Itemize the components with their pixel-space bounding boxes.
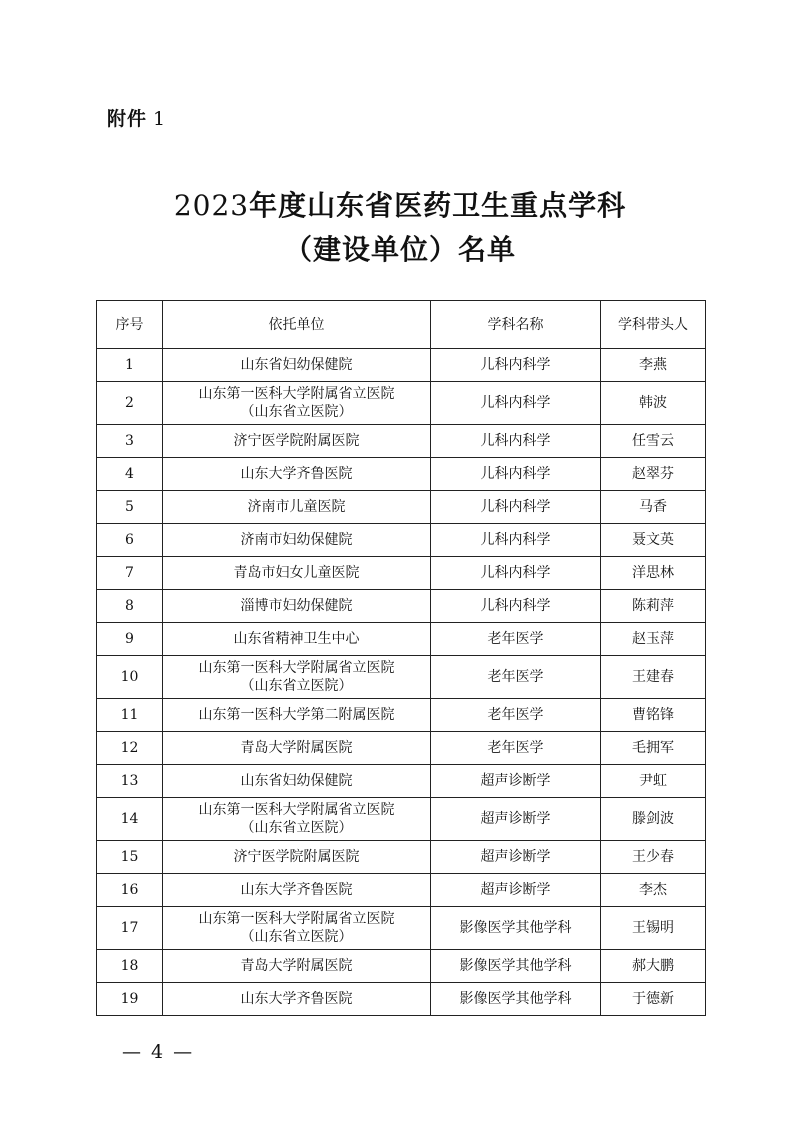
table-row [97,765,706,798]
cell-unit-line: 山东大学齐鲁医院 [240,882,353,898]
cell-leader: 曹铭锋 [601,699,706,732]
table-row [97,623,706,656]
cell-unit [163,382,431,425]
table-row [97,425,706,458]
cell-unit-line: 淄博市妇幼保健院 [240,598,353,614]
cell-unit-line: 山东省精神卫生中心 [233,631,360,647]
cell-unit [163,907,431,950]
cell-unit [163,950,431,983]
header-unit: 依托单位 [163,301,431,349]
cell-unit-line: 山东第一医科大学附属省立医院 [198,660,395,676]
cell-subject: 儿科内科学 [431,458,601,491]
table-row [97,458,706,491]
cell-leader: 洋思林 [601,557,706,590]
cell-leader: 毛拥军 [601,732,706,765]
cell-unit [163,491,431,524]
cell-subject: 超声诊断学 [431,765,601,798]
cell-leader: 于德新 [601,983,706,1016]
table-row [97,699,706,732]
cell-serial: 15 [97,841,163,874]
cell-unit [163,699,431,732]
cell-subject: 超声诊断学 [431,841,601,874]
cell-unit-line: 青岛大学附属医院 [240,740,353,756]
header-serial: 序号 [97,301,163,349]
table-row [97,732,706,765]
cell-subject: 儿科内科学 [431,425,601,458]
cell-subject: 超声诊断学 [431,798,601,841]
cell-subject: 影像医学其他学科 [431,950,601,983]
cell-leader: 尹虹 [601,765,706,798]
table-header-row [97,301,706,349]
cell-unit [163,425,431,458]
cell-serial: 5 [97,491,163,524]
table-row [97,590,706,623]
cell-subject: 儿科内科学 [431,349,601,382]
table-row [97,656,706,699]
cell-unit-line: 山东大学齐鲁医院 [240,991,353,1007]
cell-unit [163,524,431,557]
cell-unit [163,590,431,623]
cell-subject: 超声诊断学 [431,874,601,907]
cell-unit [163,623,431,656]
cell-unit-line: （山东省立医院） [240,820,353,836]
cell-leader: 郝大鹏 [601,950,706,983]
table-row [97,874,706,907]
cell-serial: 19 [97,983,163,1016]
cell-serial: 2 [97,382,163,425]
cell-serial: 7 [97,557,163,590]
cell-serial: 14 [97,798,163,841]
header-subject: 学科名称 [431,301,601,349]
cell-leader: 赵玉萍 [601,623,706,656]
table-row [97,524,706,557]
cell-leader: 李杰 [601,874,706,907]
cell-unit [163,765,431,798]
cell-leader: 韩波 [601,382,706,425]
title-line1-text: 年度山东省医药卫生重点学科 [249,189,627,222]
table-row [97,557,706,590]
cell-serial: 16 [97,874,163,907]
table-row [97,907,706,950]
table-row [97,349,706,382]
cell-subject: 儿科内科学 [431,557,601,590]
cell-subject: 影像医学其他学科 [431,907,601,950]
cell-serial: 9 [97,623,163,656]
cell-unit [163,732,431,765]
cell-unit-line: 山东大学齐鲁医院 [240,466,353,482]
cell-serial: 3 [97,425,163,458]
table-row [97,841,706,874]
cell-leader: 聂文英 [601,524,706,557]
cell-unit [163,798,431,841]
cell-unit-line: 青岛大学附属医院 [240,958,353,974]
cell-serial: 1 [97,349,163,382]
attachment-label [107,104,166,131]
cell-serial: 13 [97,765,163,798]
cell-leader: 赵翠芬 [601,458,706,491]
document-title-line1 [0,184,800,224]
cell-serial: 12 [97,732,163,765]
cell-unit-line: 山东第一医科大学附属省立医院 [198,911,395,927]
cell-serial: 18 [97,950,163,983]
cell-unit [163,983,431,1016]
table-row [97,950,706,983]
cell-leader: 王建春 [601,656,706,699]
cell-unit-line: 山东第一医科大学附属省立医院 [198,802,395,818]
cell-serial: 6 [97,524,163,557]
cell-unit-line: （山东省立医院） [240,929,353,945]
table-row [97,491,706,524]
document-title-line2: （建设单位）名单 [283,233,516,266]
cell-unit-line: 济南市妇幼保健院 [240,532,353,548]
cell-subject: 老年医学 [431,732,601,765]
cell-leader: 李燕 [601,349,706,382]
cell-subject: 老年医学 [431,699,601,732]
cell-unit-line: 山东省妇幼保健院 [240,773,353,789]
cell-unit [163,841,431,874]
cell-leader: 滕剑波 [601,798,706,841]
table-row [97,798,706,841]
cell-unit-line: 山东第一医科大学附属省立医院 [198,386,395,402]
cell-leader: 王锡明 [601,907,706,950]
cell-serial: 11 [97,699,163,732]
attachment-number: 1 [153,108,167,130]
cell-subject: 儿科内科学 [431,524,601,557]
cell-unit-line: 济宁医学院附属医院 [233,433,360,449]
title-year: 2023 [173,189,250,222]
cell-subject: 儿科内科学 [431,590,601,623]
cell-subject: 影像医学其他学科 [431,983,601,1016]
cell-unit [163,349,431,382]
table-body [97,349,706,1016]
cell-unit-line: 济南市儿童医院 [247,499,346,515]
cell-leader: 马香 [601,491,706,524]
cell-unit [163,557,431,590]
cell-subject: 老年医学 [431,623,601,656]
cell-subject: 儿科内科学 [431,382,601,425]
cell-serial: 10 [97,656,163,699]
cell-unit-line: （山东省立医院） [240,404,353,420]
table-row [97,983,706,1016]
cell-unit-line: 青岛市妇女儿童医院 [233,565,360,581]
cell-subject: 老年医学 [431,656,601,699]
attachment-text: 附件 [107,108,148,130]
cell-unit [163,874,431,907]
cell-serial: 4 [97,458,163,491]
cell-serial: 17 [97,907,163,950]
cell-unit-line: 山东省妇幼保健院 [240,357,353,373]
cell-leader: 陈莉萍 [601,590,706,623]
discipline-table [96,300,706,1016]
cell-unit-line: 山东第一医科大学第二附属医院 [198,707,395,723]
page-number: — 4 — [122,1041,195,1063]
cell-leader: 王少春 [601,841,706,874]
cell-unit [163,458,431,491]
header-leader: 学科带头人 [601,301,706,349]
cell-unit-line: 济宁医学院附属医院 [233,849,360,865]
cell-unit-line: （山东省立医院） [240,678,353,694]
cell-unit [163,656,431,699]
cell-subject: 儿科内科学 [431,491,601,524]
table-row [97,382,706,425]
cell-leader: 任雪云 [601,425,706,458]
cell-serial: 8 [97,590,163,623]
